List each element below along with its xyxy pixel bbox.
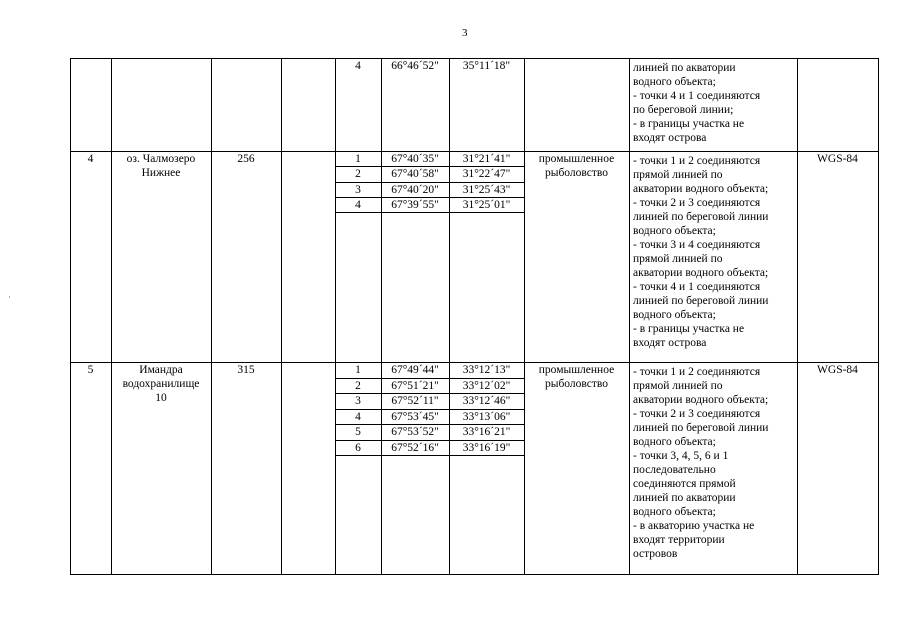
boundary-description: прямой линией по <box>633 380 723 392</box>
area-value: 315 <box>237 364 255 376</box>
point-number: 1 <box>355 364 361 376</box>
boundary-description: водного объекта; <box>633 225 716 237</box>
column-border <box>797 58 798 575</box>
boundary-description: - в границы участка не <box>633 118 745 130</box>
water-body-name: 10 <box>155 392 167 404</box>
boundary-description: акватории водного объекта; <box>633 183 769 195</box>
boundary-description: - точки 2 и 3 соединяются <box>633 408 761 420</box>
boundary-description: по береговой линии; <box>633 104 734 116</box>
water-body-name: Имандра <box>139 364 183 376</box>
latitude: 67°53´45" <box>391 411 439 423</box>
latitude: 67°52´11" <box>391 395 439 407</box>
point-number: 4 <box>355 411 361 423</box>
longitude: 31°21´41" <box>462 153 511 165</box>
boundary-description: прямой линией по <box>633 253 723 265</box>
boundary-description: водного объекта; <box>633 436 716 448</box>
point-number: 4 <box>355 60 361 72</box>
longitude: 31°22´47" <box>462 168 511 180</box>
row-border <box>70 574 879 575</box>
boundary-description: островов <box>633 548 678 560</box>
point-number: 3 <box>355 184 361 196</box>
boundary-description: акватории водного объекта; <box>633 267 769 279</box>
boundary-description: входят острова <box>633 132 707 144</box>
boundary-description: акватории водного объекта; <box>633 394 769 406</box>
boundary-description: линией по акватории <box>633 62 736 74</box>
point-number: 2 <box>355 380 361 392</box>
boundary-description: - точки 3, 4, 5, 6 и 1 <box>633 450 729 462</box>
boundary-description: - точки 1 и 2 соединяются <box>633 155 761 167</box>
page-number: 3 <box>462 27 468 39</box>
column-border <box>524 58 525 575</box>
row-number: 4 <box>87 153 94 165</box>
point-number: 5 <box>355 426 361 438</box>
latitude: 67°51´21" <box>391 380 439 392</box>
latitude: 67°40´35" <box>391 153 439 165</box>
latitude: 67°39´55" <box>391 199 439 211</box>
purpose-text: промышленное <box>538 153 615 165</box>
water-body-name: оз. Чалмозеро <box>126 153 196 165</box>
purpose-text: промышленное <box>538 364 615 376</box>
longitude: 33°12´02" <box>462 380 511 392</box>
purpose-text: рыболовство <box>544 167 608 179</box>
latitude: 67°52´16" <box>391 442 439 454</box>
coordinate-system: WGS-84 <box>817 364 858 376</box>
point-number: 2 <box>355 168 361 180</box>
water-body-name: Нижнее <box>141 167 181 179</box>
longitude: 33°12´46" <box>462 395 511 407</box>
boundary-description: входят территории <box>633 534 725 546</box>
longitude: 35°11´18" <box>462 60 511 72</box>
boundary-description: линией по береговой линии <box>633 422 769 434</box>
area-value: 256 <box>237 153 255 165</box>
point-row-border <box>335 455 525 456</box>
boundary-description: - в акваторию участка не <box>633 520 755 532</box>
boundary-description: - точки 3 и 4 соединяются <box>633 239 761 251</box>
boundary-description: водного объекта; <box>633 309 716 321</box>
longitude: 33°16´21" <box>462 426 511 438</box>
boundary-description: - точки 2 и 3 соединяются <box>633 197 761 209</box>
longitude: 33°13´06" <box>462 411 511 423</box>
column-border <box>381 58 382 575</box>
boundary-description: линией по береговой линии <box>633 211 769 223</box>
boundary-description: линией по береговой линии <box>633 295 769 307</box>
longitude: 33°16´19" <box>462 442 511 454</box>
column-border <box>629 58 630 575</box>
boundary-description: линией по акватории <box>633 492 736 504</box>
boundary-description: входят острова <box>633 337 707 349</box>
point-number: 6 <box>355 442 361 454</box>
latitude: 66°46´52" <box>391 60 439 72</box>
boundary-description: - точки 4 и 1 соединяются <box>633 281 761 293</box>
point-number: 4 <box>355 199 361 211</box>
latitude: 67°40´58" <box>391 168 439 180</box>
column-border <box>449 58 450 575</box>
latitude: 67°53´52" <box>391 426 439 438</box>
boundary-description: водного объекта; <box>633 506 716 518</box>
column-border <box>281 58 282 575</box>
boundary-description: водного объекта; <box>633 76 716 88</box>
column-border <box>335 58 336 575</box>
purpose-text: рыболовство <box>544 378 608 390</box>
boundary-description: прямой линией по <box>633 169 723 181</box>
latitude: 67°49´44" <box>391 364 439 376</box>
longitude: 31°25´01" <box>462 199 511 211</box>
coordinate-system: WGS-84 <box>817 153 858 165</box>
point-row-border <box>335 212 525 213</box>
row-number: 5 <box>87 364 94 376</box>
boundary-description: - точки 4 и 1 соединяются <box>633 90 761 102</box>
water-body-name: водохранилище <box>122 378 200 390</box>
boundary-description: - точки 1 и 2 соединяются <box>633 366 761 378</box>
longitude: 31°25´43" <box>462 184 511 196</box>
column-border <box>878 58 879 575</box>
longitude: 33°12´13" <box>462 364 511 376</box>
column-border <box>111 58 112 575</box>
stray-mark: · <box>8 292 11 302</box>
point-number: 3 <box>355 395 361 407</box>
latitude: 67°40´20" <box>391 184 439 196</box>
column-border <box>211 58 212 575</box>
boundary-description: соединяются прямой <box>633 478 736 490</box>
point-number: 1 <box>355 153 361 165</box>
boundary-description: последовательно <box>633 464 716 476</box>
column-border <box>70 58 71 575</box>
boundary-description: - в границы участка не <box>633 323 745 335</box>
